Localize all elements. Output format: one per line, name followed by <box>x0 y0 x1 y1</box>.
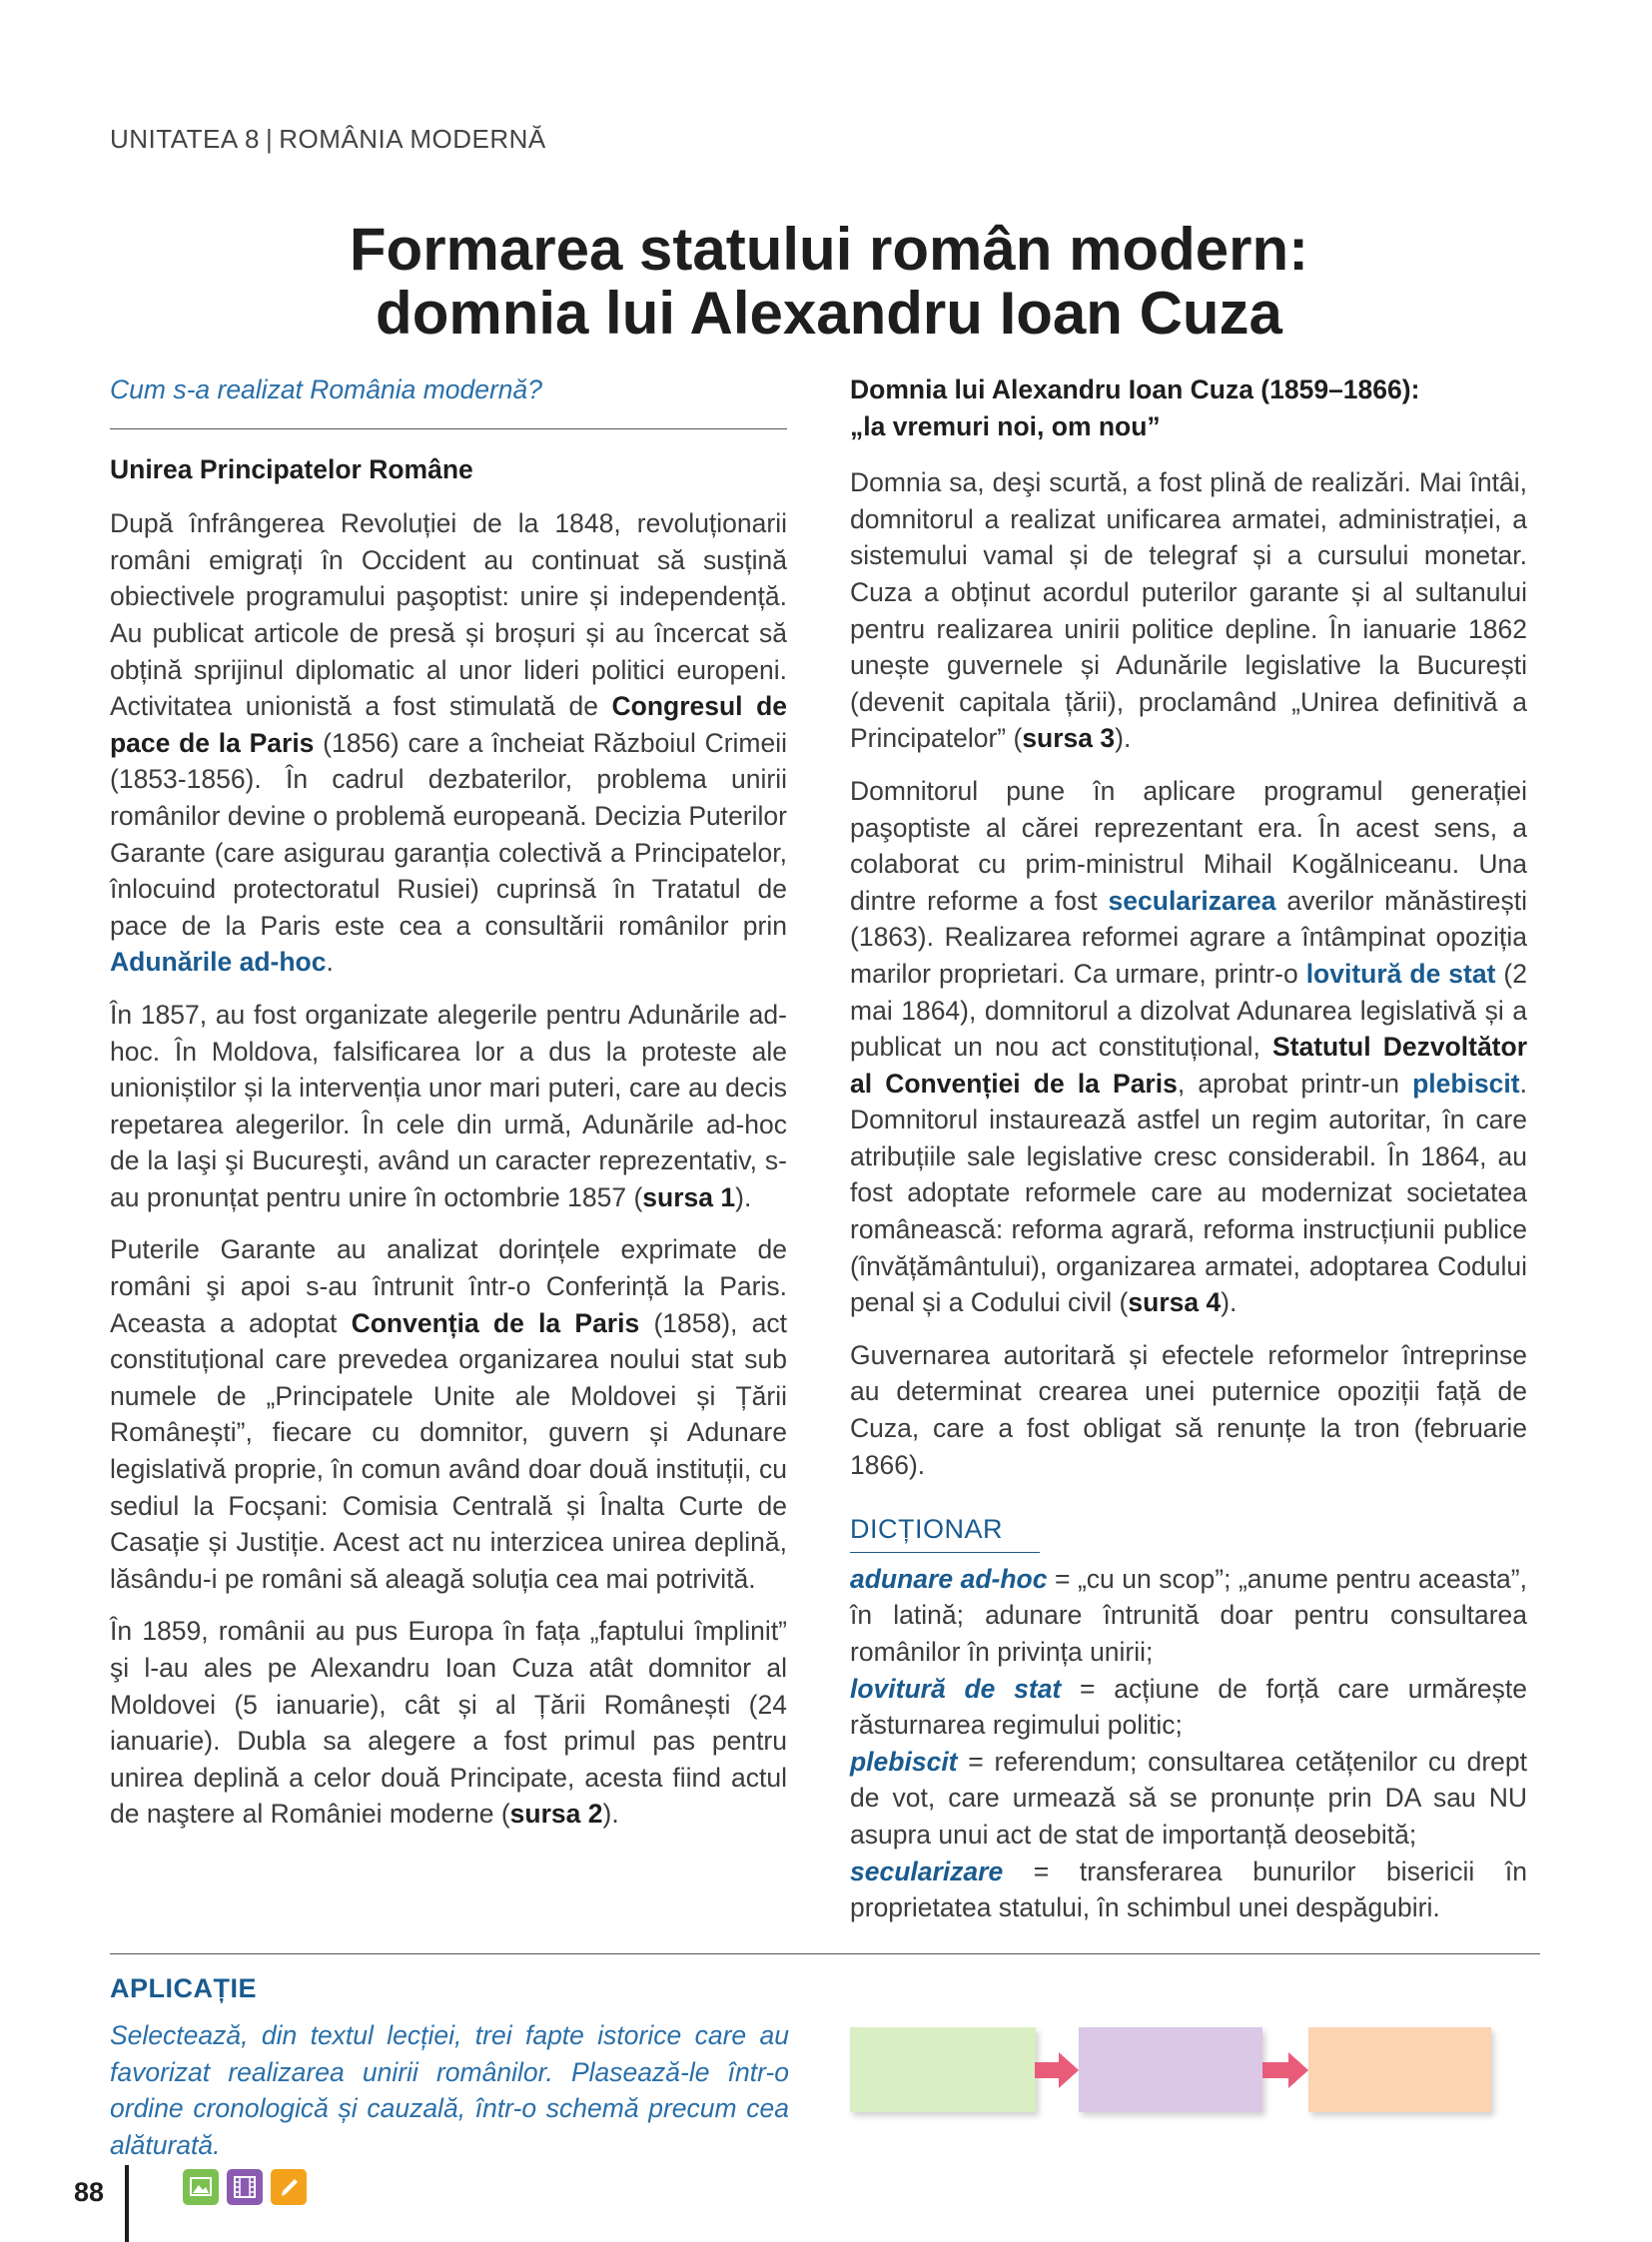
paragraph-left-1: După înfrângerea Revoluției de la 1848, revoluționarii români emigrați în Occident au continuat să susțină obiectivele programului paşoptist: unire și independență. Au publicat articole de presă și broșuri și au încercat să obțină sprijinul diplomatic al unor lideri politici europeni. Activitatea unionistă a fost stimulată de Congresul de pace de la Paris (1856) care a încheiat Războiul Crimeii (1853-1856). În cadrul dezbaterilor, problema unirii românilor devine o problemă europeană. Decizia Puterilor Garante (care asigurau garanția colectivă a Principatelor, înlocuind protectoratul Rusiei) cuprinsă în Tratatul de pace de la Paris este cea a consultării românilor prin Adunările ad-hoc. <box>110 508 787 978</box>
term-congres: Congresul de pace de la Paris <box>110 691 787 758</box>
term-conventia: Convenția de la Paris <box>351 1307 640 1338</box>
dictionary-underline <box>850 1552 1040 1553</box>
dictionary-entry: adunare ad-hoc = „cu un scop”; „anume pentru aceasta”, în latină; adunare întrunită doar pentru consultarea românilor în privința unirii; <box>850 1563 1527 1667</box>
pencil-icon[interactable] <box>271 2169 307 2205</box>
scheme-box-1 <box>850 2027 1036 2112</box>
paragraph-right-1: Domnia sa, deşi scurtă, a fost plină de realizări. Mai întâi, domnitorul a realizat unificarea armatei, administrației, a sistemului vamal și de telegraf și a cursului monetar. Cuza a obținut acordul puterilor garante și al sultanului pentru realizarea unirii politice depline. În ianuarie 1862 unește guvernele și Adunările legislative la București (devenit capitala țării), proclamând „Unirea definitivă a Principatelor” (sursa 3). <box>850 467 1527 754</box>
section-heading-unirea: Unirea Principatelor Române <box>110 453 473 484</box>
page-number-bar <box>125 2165 129 2242</box>
section-label: ROMÂNIA MODERNĂ <box>279 124 546 154</box>
dictionary-entry: secularizare = transferarea bunurilor bisericii în proprietatea statului, în schimbul unei despăgubiri. <box>850 1856 1527 1923</box>
application-divider <box>110 1953 1540 1954</box>
page-number: 88 <box>74 2177 105 2207</box>
right-column <box>850 372 1527 1926</box>
title-line-1: Formarea statului român modern: <box>349 216 1309 283</box>
paragraph-left-3: Puterile Garante au analizat dorințele exprimate de români şi apoi s-au întrunit într-o Conferință la Paris. Aceasta a adoptat Convenția de la Paris (1858), act constituțional care prevedea organizarea noului stat sub numele de „Principatele Unite ale Moldovei și Țării Românești”, fiecare cu domnitor, guvern și Adunare legislativă proprie, în comun având doar două instituții, cu sediul la Focșani: Comisia Centrală și Înalta Curte de Casație și Justiție. Acest act nu interzicea unirea deplină, lăsându-i pe români să aleagă soluția cea mai potrivită. <box>110 1234 788 1594</box>
section-heading-domnia: Domnia lui Alexandru Ioan Cuza (1859–1866): „la vremuri noi, om nou” <box>850 374 1420 441</box>
page-title <box>110 218 1548 346</box>
paragraph-left-2: În 1857, au fost organizate alegerile pentru Adunările ad-hoc. În Moldova, falsificarea lor a dus la proteste ale unioniștilor și la intervenția unor mari puteri, care au decis repetarea alegerilor. În cele din urmă, Adunările ad-hoc de la Iaşi şi Bucureşti, având un caracter reprezentativ, s-au pronunțat pentru unire în octombrie 1857 (sursa 1). <box>110 999 787 1212</box>
source-ref-3: sursa 3 <box>1022 723 1116 754</box>
dictionary-entry: lovitură de stat = acțiune de forță care urmărește răsturnarea regimului politic; <box>850 1673 1527 1741</box>
source-ref-4: sursa 4 <box>1128 1287 1222 1318</box>
term-statutul: Statutul Dezvoltător al Convenției de la Paris <box>850 1032 1528 1099</box>
source-ref-1: sursa 1 <box>642 1181 736 1212</box>
dictionary <box>850 1561 1527 1926</box>
source-ref-2: sursa 2 <box>509 1799 603 1830</box>
question-divider <box>110 428 787 429</box>
scheme-arrow-2 <box>1262 2052 1310 2088</box>
left-column <box>110 372 787 1849</box>
title-line-2: domnia lui Alexandru Ioan Cuza <box>376 280 1282 347</box>
image-icon[interactable] <box>183 2169 219 2205</box>
term-lovitura-de-stat: lovitură de stat <box>1305 958 1496 989</box>
term-adunari-ad-hoc: Adunările ad-hoc <box>110 947 327 978</box>
term-plebiscit: plebiscit <box>1412 1068 1520 1099</box>
application-text: Selectează, din textul lecției, trei fapte istorice care au favorizat realizarea unirii românilor. Plasează-le într-o ordine cronologică și cauzală, într-o schemă precum cea alăturată. <box>110 2020 789 2160</box>
term-secularizarea: secularizarea <box>1108 885 1276 916</box>
unit-label: UNITATEA 8 <box>110 124 260 154</box>
scheme-arrow-1 <box>1035 2052 1081 2088</box>
unit-header <box>110 124 546 155</box>
paragraph-right-2: Domnitorul pune în aplicare programul generației paşoptiste al cărei reprezentant era. În acest sens, a colaborat cu prim-ministrul Mihail Kogălniceanu. Una dintre reforme a fost secularizarea averilor mănăstirești (1863). Realizarea reformei agrare a întâmpinat opoziția marilor proprietari. Ca urmare, printr-o lovitură de stat (2 mai 1864), domnitorul a dizolvat Adunarea legislativă și a publicat un nou act constituțional, Statutul Dezvoltător al Convenției de la Paris, aprobat printr-un plebiscit. Domnitorul instaurează astfel un regim autoritar, în care atribuțiile sale legislative cresc considerabil. În 1864, au fost adoptate reformele care au modernizat societatea românească: reforma agrară, reforma instrucțiunii publice (învățământului), organizarea armatei, adoptarea Codului penal și a Codului civil (sursa 4). <box>850 775 1528 1318</box>
header-separator: | <box>265 124 274 154</box>
lesson-question: Cum s-a realizat România modernă? <box>110 374 543 404</box>
dictionary-heading: DICȚIONAR <box>850 1514 1003 1545</box>
application-heading: APLICAȚIE <box>110 1973 258 2003</box>
scheme-box-3 <box>1308 2027 1491 2112</box>
paragraph-right-3: Guvernarea autoritară și efectele reformelor întreprinse au determinat crearea unei puternice opoziții față de Cuza, care a fost obligat să renunțe la tron (februarie 1866). <box>850 1339 1527 1480</box>
film-icon[interactable] <box>227 2169 263 2205</box>
dictionary-entry: plebiscit = referendum; consultarea cetățenilor cu drept de vot, care urmează să se pronunțe prin DA sau NU asupra unui act de stat de importanță deosebită; <box>850 1746 1527 1850</box>
paragraph-left-4: În 1859, românii au pus Europa în fața „faptului împlinit” şi l-au ales pe Alexandru Ioan Cuza atât domnitor al Moldovei (5 ianuarie), cât și al Țării Românești (24 ianuarie). Dubla sa alegere a fost primul pas pentru unirea deplină a celor două Principate, acesta fiind actul de naştere al României moderne (sursa 2). <box>110 1616 787 1830</box>
scheme-box-2 <box>1079 2027 1262 2112</box>
